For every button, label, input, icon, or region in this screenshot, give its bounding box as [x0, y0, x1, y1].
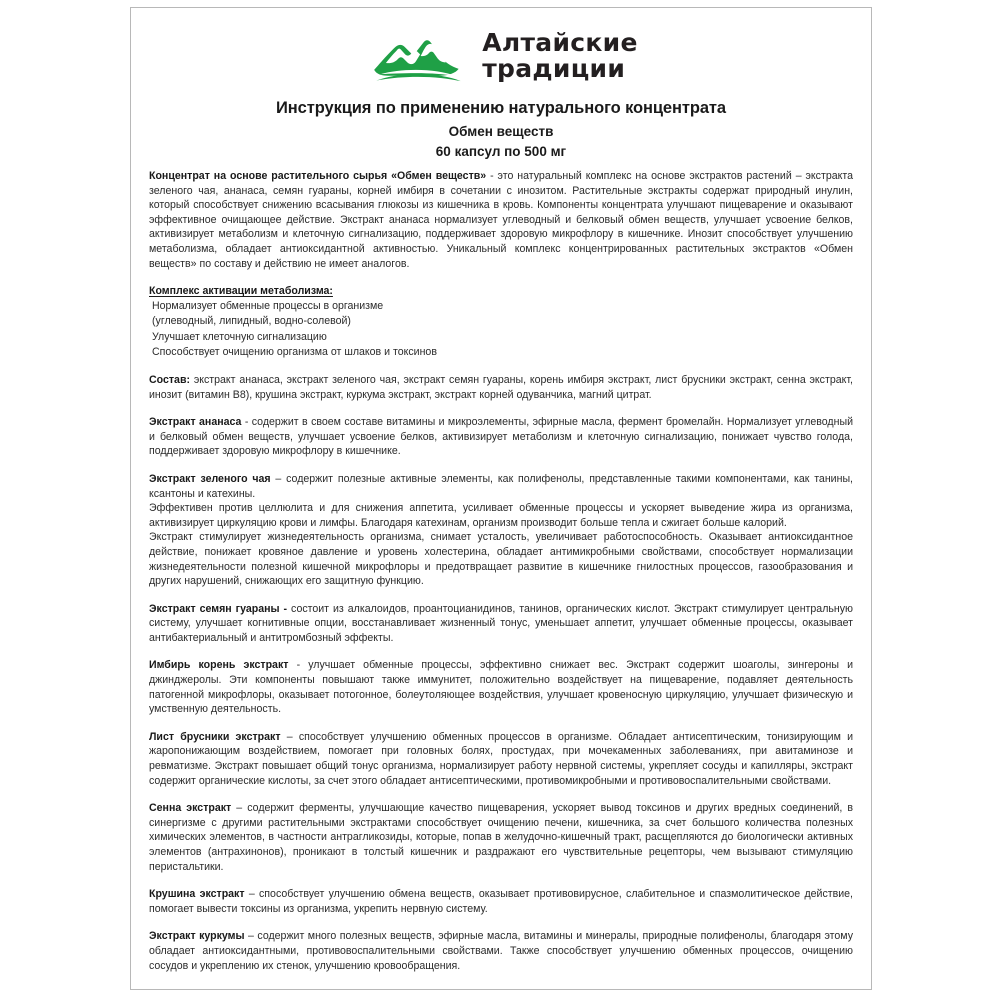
dosage-line: 60 капсул по 500 мг [435, 144, 567, 159]
ingredient-green-tea-extract [149, 472, 853, 501]
ingredient-guarana-seed-extract [149, 602, 853, 646]
ingredient-lead-1: Экстракт зеленого чая [149, 472, 271, 485]
ingredient-text-6: – способствует улучшению обмена веществ, оказывает противовирусное, слабительное и спазмолитическое действие, помогает вывести токсины из организма, укрепить нервную систему. [149, 888, 853, 915]
ingredient-pineapple-extract [149, 415, 853, 459]
ingredient-green-tea-extra-1: Экстракт стимулирует жизнедеятельность организма, снимает усталость, увеличивает работоспособность. Оказывает антиоксидантное действие, понижает кровяное давление и уровень холестерина, обладает антимикробными свойствами, способствует нормализации жизнедеятельности полезной кишечной микрофлоры и предотвращает развитие в кишечнике гнилостных процессов, газообразования и других нарушений, снижающих его защитную функцию. [149, 531, 853, 588]
ingredient-lingonberry-leaf-extract [149, 730, 853, 788]
composition-text: экстракт ананаса, экстракт зеленого чая, экстракт семян гуараны, корень имбиря экстракт, лист брусники экстракт, сенна экстракт, инозит (витамин В8), крушина экстракт, куркума экстракт, экстракт корней одуванчика, магний цитрат. [149, 373, 853, 401]
metabolism-complex-item-2: Улучшает клеточную сигнализацию [152, 330, 327, 343]
ingredient-lead-7: Экстракт куркумы [149, 930, 245, 943]
ingredient-text-7: – содержит много полезных веществ, эфирные масла, витамины и минералы, природные полифенолы, благодаря этому обладает антиоксидантными, противовоспалительными свойствами. Также способствует улучшению обменных процессов, очищению сосудов и укреплению их стенок, улучшению кровообращения. [149, 930, 853, 972]
green-mountain-logo-icon [364, 25, 472, 87]
ingredient-text-1: – содержит полезные активные элементы, как полифенолы, представленные такими компонентами, как танины, ксантоны и катехины. [149, 472, 853, 500]
document-page [130, 7, 872, 990]
ingredient-ginger-root-extract [149, 658, 853, 716]
ingredient-lead-2: Экстракт семян гуараны - [149, 602, 288, 615]
ingredient-green-tea-extra-0: Эффективен против целлюлита и для снижения аппетита, усиливает обменные процессы и ускоряет выведение жира из организма, активизирует циркуляцию крови и лимфы. Благодаря катехинам, организм производит больше тепла и сжигает больше калорий. [149, 502, 853, 529]
ingredient-lead-5: Сенна экстракт [149, 802, 232, 815]
metabolism-complex-heading: Комплекс активации метаболизма: [149, 285, 333, 298]
composition-lead: Состав: [149, 373, 190, 386]
brand-name-line-1: Алтайские [482, 28, 638, 57]
ingredient-text-5: – содержит ферменты, улучшающие качество пищеварения, ускоряет вывод токсинов и других вредных соединений, в синергизме с другими растительными экстрактами способствует очищению печени, кишечника, за счет большого количества полезных химических элементов, в частности антрагликозиды, которые, попав в желудочно-кишечный тракт, расщепляются до биологически активных элементов (антрахинонов), проникают в толстый кишечник и раздражают его чувствительные рецепторы, чем вызывают стимуляцию перистальтики. [149, 802, 854, 873]
intro-lead: Концентрат на основе растительного сырья «Обмен веществ» [149, 170, 487, 182]
intro-text: - это натуральный комплекс на основе экстрактов растений – экстракта зеленого чая, ананаса, семян гуараны, корней имбиря в сочетании с инозитом. Растительные экстракты содержат природный инулин, который способствует снижению всасывания глюкозы из кишечника в кровь. Компоненты концентрата улучшают пищеварение и оказывают эффективное очищающее действие. Экстракт ананаса нормализует углеводный и белковый обмен веществ, улучшает усвоение белков, активизирует метаболизм и клеточную сигнализацию, поддерживает здоровую микрофлору в кишечнике. Инозит способствует улучшению метаболизма, обладает антиоксидантной активностью. Уникальный комплекс концентрированных растительных экстрактов «Обмен веществ» по составу и действию не имеет аналогов. [149, 170, 853, 270]
ingredient-text-2: состоит из алкалоидов, проантоцианидинов, танинов, органических кислот. Экстракт стимулирует центральную систему, улучшает когнитивные опции, восстанавливает жизненный тонус, уменьшает аппетит, улучшает обменные процессы, оказывает антибактериальный и антитромбозный эффекты. [149, 602, 853, 644]
ingredient-text-0: - содержит в своем составе витамины и микроэлементы, эфирные масла, фермент бромелайн. Нормализует углеводный и белковый обмен веществ, улучшает усвоение белков, активизирует метаболизм и клеточную сигнализацию, понижает чувство голода, поддерживает здоровую микрофлору в кишечнике. [149, 416, 853, 458]
metabolism-complex-item-0: Нормализует обменные процессы в организме [152, 300, 384, 313]
composition-paragraph [149, 373, 853, 402]
ingredient-lead-3: Имбирь корень экстракт [149, 659, 289, 672]
ingredient-senna-extract [149, 801, 853, 874]
brand-name-line-2: традиции [482, 54, 626, 83]
brand-header [145, 20, 857, 92]
ingredient-lead-6: Крушина экстракт [149, 888, 245, 901]
intro-paragraph [149, 169, 853, 271]
brand-wordmark [482, 30, 638, 82]
product-name: Обмен веществ [448, 124, 554, 139]
document-body [145, 169, 857, 973]
metabolism-complex-item-3: Способствует очищению организма от шлаков и токсинов [152, 345, 437, 358]
ingredient-text-4: – способствует улучшению обменных процессов в организме. Обладает антисептическим, тонизирующим и жаропонижающим воздействием, помогает при головных болях, простудах, при мочекаменных заболеваниях, при авитаминозе и ревматизме. Экстракт повышает общий тонус организма, нормализирует работу нервной системы, укрепляет сосуды и капилляры, экстракт содержит органические кислоты, за счет этого обладает антисептическими, противомикробными и противовоспалительными свойствами. [149, 730, 854, 787]
ingredient-turmeric-extract [149, 929, 853, 973]
ingredient-buckthorn-extract [149, 887, 853, 916]
ingredient-lead-4: Лист брусники экстракт [149, 730, 281, 743]
page-title: Инструкция по применению натурального концентрата [276, 99, 726, 117]
metabolism-complex-item-1: (углеводный, липидный, водно-солевой) [152, 315, 351, 328]
ingredient-lead-0: Экстракт ананаса [149, 416, 242, 429]
ingredient-text-3: - улучшает обменные процессы, эффективно снижает вес. Экстракт содержит шоаголы, зингероны и джинджеролы. Эти компоненты повышают также иммунитет, положительно воздействует на пищеварение, подавляет деятельность патогенной микрофлоры, оказывает потогонное, болеутоляющее воздействия, улучшает кровеносную циркуляцию, улучшает физическую и умственную деятельность. [149, 659, 854, 716]
